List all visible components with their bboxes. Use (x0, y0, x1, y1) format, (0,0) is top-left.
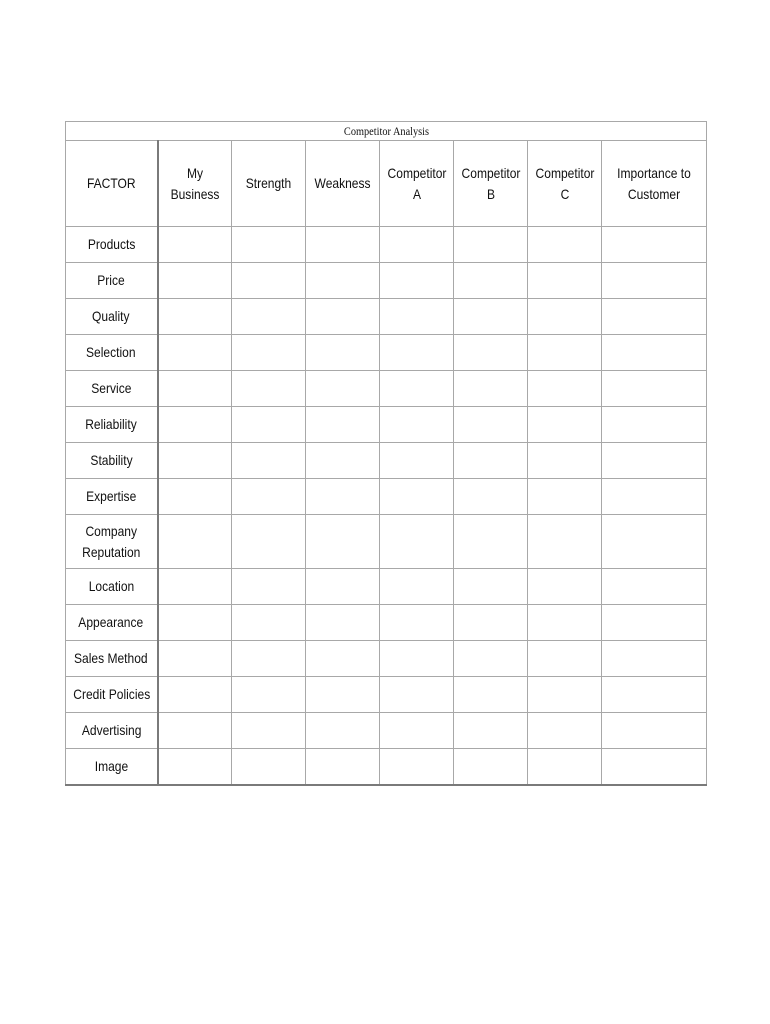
data-cell[interactable] (380, 335, 454, 371)
data-cell[interactable] (602, 299, 707, 335)
data-cell[interactable] (380, 443, 454, 479)
column-header-importance (602, 141, 707, 227)
data-cell[interactable] (528, 515, 602, 569)
factor-label: Service (91, 380, 132, 396)
data-cell[interactable] (232, 227, 306, 263)
data-cell[interactable] (158, 263, 232, 299)
data-cell[interactable] (602, 443, 707, 479)
data-cell[interactable] (454, 479, 528, 515)
data-cell[interactable] (528, 605, 602, 641)
data-cell[interactable] (158, 605, 232, 641)
column-header-label: Competitor A (387, 164, 446, 202)
data-cell[interactable] (306, 749, 380, 786)
factor-label: Advertising (81, 722, 142, 738)
data-cell[interactable] (454, 407, 528, 443)
factor-cell (66, 443, 158, 479)
data-cell[interactable] (158, 227, 232, 263)
data-cell[interactable] (232, 299, 306, 335)
data-cell[interactable] (380, 263, 454, 299)
table-row (66, 479, 707, 515)
competitor-analysis-table (65, 121, 707, 786)
data-cell[interactable] (158, 299, 232, 335)
factor-label: Price (97, 272, 125, 288)
data-cell[interactable] (232, 605, 306, 641)
data-cell[interactable] (380, 749, 454, 786)
factor-cell (66, 407, 158, 443)
data-cell[interactable] (158, 407, 232, 443)
column-header-competitor-c (528, 141, 602, 227)
column-header-label: Strength (245, 175, 292, 191)
column-header-strength (232, 141, 306, 227)
data-cell[interactable] (380, 479, 454, 515)
column-header-label: Importance to Customer (617, 164, 691, 202)
factor-label: Company Reputation (82, 522, 141, 560)
data-cell[interactable] (158, 335, 232, 371)
data-cell[interactable] (306, 479, 380, 515)
data-cell[interactable] (528, 713, 602, 749)
column-header-my-business (158, 141, 232, 227)
data-cell[interactable] (602, 515, 707, 569)
data-cell[interactable] (306, 569, 380, 605)
factor-label: Quality (92, 308, 130, 324)
data-cell[interactable] (380, 227, 454, 263)
data-cell[interactable] (528, 371, 602, 407)
data-cell[interactable] (158, 443, 232, 479)
data-cell[interactable] (158, 515, 232, 569)
factor-label: Appearance (78, 614, 144, 630)
table-row (66, 749, 707, 786)
data-cell[interactable] (306, 263, 380, 299)
data-cell[interactable] (454, 515, 528, 569)
column-header-label: Competitor C (535, 164, 594, 202)
factor-cell (66, 299, 158, 335)
data-cell[interactable] (232, 641, 306, 677)
data-cell[interactable] (306, 677, 380, 713)
column-header-label: FACTOR (86, 175, 136, 191)
column-header-weakness (306, 141, 380, 227)
data-cell[interactable] (528, 407, 602, 443)
column-header-label: Weakness (314, 175, 371, 191)
data-cell[interactable] (380, 515, 454, 569)
data-cell[interactable] (158, 749, 232, 786)
data-cell[interactable] (528, 749, 602, 786)
data-cell[interactable] (232, 515, 306, 569)
factor-label: Credit Policies (72, 686, 150, 702)
data-cell[interactable] (158, 371, 232, 407)
data-cell[interactable] (380, 605, 454, 641)
table-row (66, 335, 707, 371)
data-cell[interactable] (454, 713, 528, 749)
data-cell[interactable] (306, 605, 380, 641)
data-cell[interactable] (380, 371, 454, 407)
factor-cell (66, 569, 158, 605)
data-cell[interactable] (528, 479, 602, 515)
data-cell[interactable] (306, 371, 380, 407)
data-cell[interactable] (454, 605, 528, 641)
factor-cell (66, 641, 158, 677)
data-cell[interactable] (528, 335, 602, 371)
data-cell[interactable] (306, 515, 380, 569)
table-row (66, 605, 707, 641)
data-cell[interactable] (602, 335, 707, 371)
data-cell[interactable] (602, 713, 707, 749)
data-cell[interactable] (158, 569, 232, 605)
data-cell[interactable] (528, 641, 602, 677)
factor-cell (66, 605, 158, 641)
data-cell[interactable] (454, 677, 528, 713)
factor-label: Selection (86, 344, 137, 360)
data-cell[interactable] (232, 677, 306, 713)
data-cell[interactable] (528, 263, 602, 299)
data-cell[interactable] (602, 407, 707, 443)
table-row (66, 227, 707, 263)
data-cell[interactable] (380, 713, 454, 749)
column-header-label: Competitor B (461, 164, 520, 202)
table-row (66, 407, 707, 443)
data-cell[interactable] (306, 227, 380, 263)
data-cell[interactable] (380, 641, 454, 677)
factor-cell (66, 263, 158, 299)
data-cell[interactable] (602, 371, 707, 407)
table-row (66, 713, 707, 749)
data-cell[interactable] (602, 677, 707, 713)
data-cell[interactable] (232, 479, 306, 515)
table-row (66, 515, 707, 569)
data-cell[interactable] (454, 263, 528, 299)
column-header-competitor-a (380, 141, 454, 227)
factor-cell (66, 713, 158, 749)
table-row (66, 641, 707, 677)
data-cell[interactable] (232, 713, 306, 749)
data-cell[interactable] (454, 299, 528, 335)
data-cell[interactable] (528, 677, 602, 713)
data-cell[interactable] (454, 569, 528, 605)
factor-cell (66, 515, 158, 569)
data-cell[interactable] (454, 227, 528, 263)
table-row (66, 371, 707, 407)
factor-cell (66, 335, 158, 371)
data-cell[interactable] (528, 443, 602, 479)
data-cell[interactable] (602, 479, 707, 515)
data-cell[interactable] (380, 407, 454, 443)
data-cell[interactable] (306, 299, 380, 335)
data-cell[interactable] (528, 299, 602, 335)
data-cell[interactable] (602, 749, 707, 786)
data-cell[interactable] (454, 335, 528, 371)
factor-cell (66, 371, 158, 407)
data-cell[interactable] (306, 641, 380, 677)
data-cell[interactable] (232, 443, 306, 479)
column-header-factor (66, 141, 158, 227)
factor-label: Image (94, 758, 128, 774)
table-row (66, 299, 707, 335)
data-cell[interactable] (306, 443, 380, 479)
data-cell[interactable] (232, 335, 306, 371)
column-header-competitor-b (454, 141, 528, 227)
data-cell[interactable] (602, 569, 707, 605)
data-cell[interactable] (232, 371, 306, 407)
data-cell[interactable] (454, 641, 528, 677)
table-title: Competitor Analysis (110, 122, 661, 141)
data-cell[interactable] (380, 569, 454, 605)
table-row (66, 263, 707, 299)
data-cell[interactable] (306, 407, 380, 443)
factor-label: Reliability (85, 416, 138, 432)
data-cell[interactable] (158, 677, 232, 713)
data-cell[interactable] (232, 263, 306, 299)
data-cell[interactable] (454, 749, 528, 786)
factor-label: Sales Method (74, 650, 149, 666)
data-cell[interactable] (306, 335, 380, 371)
data-cell[interactable] (528, 569, 602, 605)
data-cell[interactable] (454, 371, 528, 407)
factor-cell (66, 749, 158, 786)
data-cell[interactable] (528, 227, 602, 263)
table-row (66, 569, 707, 605)
data-cell[interactable] (602, 641, 707, 677)
data-cell[interactable] (602, 227, 707, 263)
data-cell[interactable] (602, 605, 707, 641)
factor-label: Expertise (86, 488, 137, 504)
factor-label: Products (87, 236, 136, 252)
competitor-analysis-sheet (65, 121, 706, 786)
data-cell[interactable] (158, 713, 232, 749)
factor-label: Location (88, 578, 135, 594)
factor-cell (66, 479, 158, 515)
factor-cell (66, 677, 158, 713)
data-cell[interactable] (380, 299, 454, 335)
data-cell[interactable] (158, 479, 232, 515)
data-cell[interactable] (602, 263, 707, 299)
data-cell[interactable] (306, 713, 380, 749)
column-header-label: My Business (170, 164, 220, 202)
data-cell[interactable] (158, 641, 232, 677)
table-row (66, 443, 707, 479)
data-cell[interactable] (454, 443, 528, 479)
title-row (66, 122, 707, 141)
factor-cell (66, 227, 158, 263)
factor-label: Stability (90, 452, 133, 468)
data-cell[interactable] (380, 677, 454, 713)
table-row (66, 677, 707, 713)
data-cell[interactable] (232, 569, 306, 605)
header-row (66, 141, 707, 227)
data-cell[interactable] (232, 407, 306, 443)
data-cell[interactable] (232, 749, 306, 786)
